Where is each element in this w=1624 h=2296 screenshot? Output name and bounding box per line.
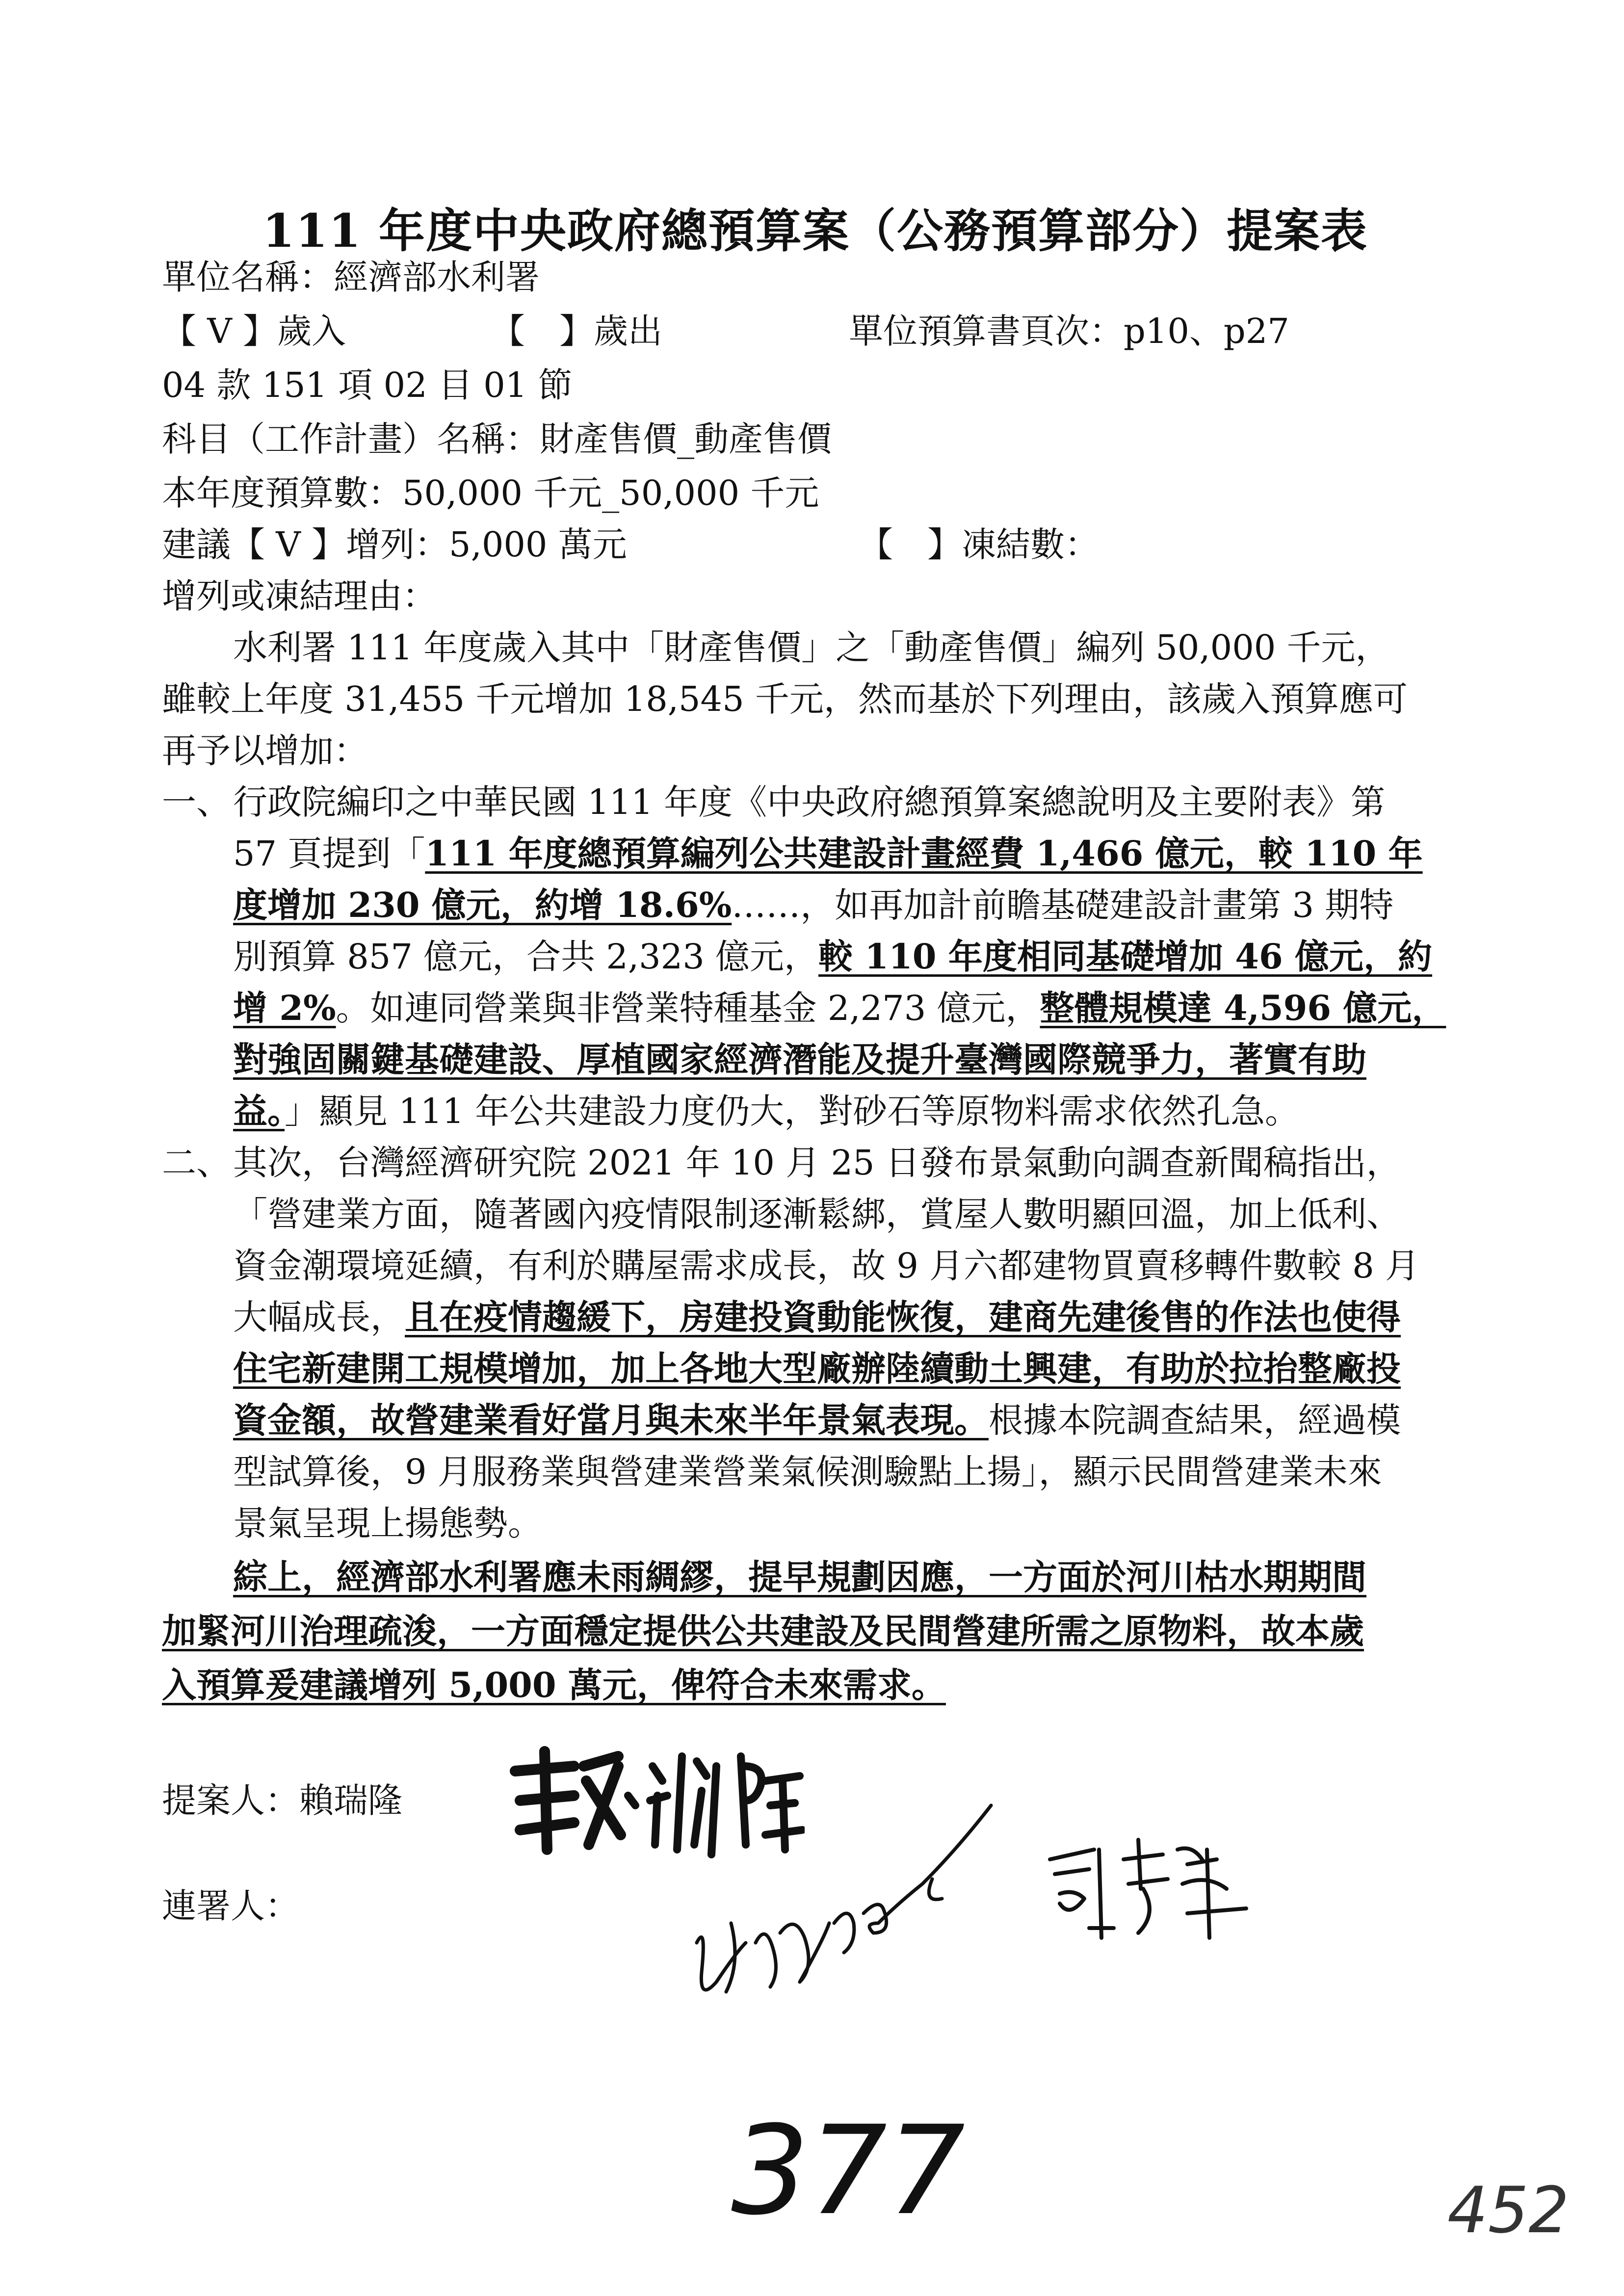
item1-text: 。如連同營業與非營業特種基金 2,273 億元， (336, 988, 1040, 1028)
cosigner-signature (1040, 1830, 1266, 1948)
item2-text: 大幅成長， (233, 1297, 405, 1337)
item1-line (233, 885, 1394, 925)
item1-text: 57 頁提到「 (233, 834, 425, 874)
item1-line (233, 988, 1446, 1028)
income-checkbox: 【 V 】歲入 (162, 311, 346, 351)
document-title: 111 年度中央政府總預算案（公務預算部分）提案表 (262, 204, 1368, 258)
intro-line: 雖較上年度 31,455 千元增加 18,545 千元，然而基於下列理由，該歲入預算應可 (162, 679, 1408, 719)
page-number: 377 (731, 2099, 966, 2242)
conclusion-line: 入預算爰建議增列 5,000 萬元，俾符合未來需求。 (162, 1665, 946, 1705)
cosigner-label: 連署人： (162, 1886, 299, 1926)
item1-emphasis: 益。 (233, 1091, 285, 1131)
item1-text: ……，如再加計前瞻基礎建設計畫第 3 期特 (732, 885, 1394, 925)
page-reference: 單位預算書頁次：p10、p27 (849, 311, 1289, 351)
reason-label: 增列或凍結理由： (162, 576, 437, 616)
item2-line: 其次，台灣經濟研究院 2021 年 10 月 25 日發布景氣動向調查新聞稿指出， (233, 1143, 1401, 1183)
item2-line (233, 1297, 1401, 1337)
expense-checkbox: 【 】歲出 (491, 311, 662, 351)
item2-line: 「營建業方面，隨著國內疫情限制逐漸鬆綁，賞屋人數明顯回溫，加上低利、 (233, 1194, 1401, 1234)
item1-line (233, 833, 1423, 874)
item1-emphasis: 整體規模達 4,596 億元， (1040, 988, 1446, 1028)
item1-emphasis: 較 110 年度相同基礎增加 46 億元，約 (818, 936, 1433, 977)
budget-amount: 本年度預算數：50,000 千元_50,000 千元 (162, 473, 819, 513)
item2-line: 景氣呈現上揚態勢。 (233, 1503, 542, 1543)
item2-emphasis: 資金額，故營建業看好當月與未來半年景氣表現。 (233, 1400, 989, 1440)
corner-page-number: 452 (1447, 2173, 1570, 2247)
account-code: 04 款 151 項 02 目 01 節 (162, 365, 573, 405)
item2-emphasis: 且在疫情趨緩下，房建投資動能恢復，建商先建後售的作法也使得 (405, 1297, 1401, 1337)
item1-line: 對強固關鍵基礎建設、厚植國家經濟潛能及提升臺灣國際競爭力，著實有助 (233, 1039, 1366, 1080)
item2-line (233, 1400, 1401, 1440)
proposer-label: 提案人：賴瑞隆 (162, 1780, 402, 1821)
cosigner-signature (667, 1776, 1021, 2021)
suggest-increase: 建議【 V 】增列：5,000 萬元 (162, 524, 627, 565)
item1-emphasis: 增 2% (233, 988, 336, 1028)
suggest-freeze: 【 】凍結數： (859, 524, 1099, 565)
item1-emphasis: 度增加 230 億元，約增 18.6% (233, 885, 732, 925)
item1-line (233, 1091, 1300, 1131)
item2-line: 資金潮環境延續，有利於購屋需求成長，故 9 月六都建物買賣移轉件數較 8 月 (233, 1246, 1420, 1286)
item-marker: 一、 (162, 782, 231, 822)
item1-text: 」顯見 111 年公共建設力度仍大，對砂石等原物料需求依然孔急。 (285, 1091, 1300, 1131)
item-marker: 二、 (162, 1143, 231, 1183)
conclusion-line: 綜上，經濟部水利署應未雨綢繆，提早規劃因應，一方面於河川枯水期期間 (233, 1557, 1366, 1597)
item2-line: 型試算後，9 月服務業與營建業營業氣候測驗點上揚」，顯示民間營建業未來 (233, 1452, 1382, 1492)
item2-text: 根據本院調查結果，經過模 (989, 1400, 1401, 1440)
unit-name: 單位名稱：經濟部水利署 (162, 257, 540, 297)
conclusion-line: 加緊河川治理疏浚，一方面穩定提供公共建設及民間營建所需之原物料，故本歲 (162, 1611, 1364, 1651)
item1-emphasis: 111 年度總預算編列公共建設計畫經費 1,466 億元，較 110 年 (425, 833, 1423, 874)
item1-text: 別預算 857 億元，合共 2,323 億元， (233, 937, 819, 977)
item2-line: 住宅新建開工規模增加，加上各地大型廠辦陸續動土興建，有助於拉抬整廠投 (233, 1348, 1401, 1389)
subject-name: 科目（工作計畫）名稱：財產售價_動產售價 (162, 419, 832, 459)
item1-line: 行政院編印之中華民國 111 年度《中央政府總預算案總說明及主要附表》第 (233, 782, 1386, 822)
intro-line: 水利署 111 年度歲入其中「財產售價」之「動產售價」編列 50,000 千元， (233, 627, 1390, 668)
item1-line (233, 936, 1433, 977)
intro-line: 再予以增加： (162, 731, 368, 771)
